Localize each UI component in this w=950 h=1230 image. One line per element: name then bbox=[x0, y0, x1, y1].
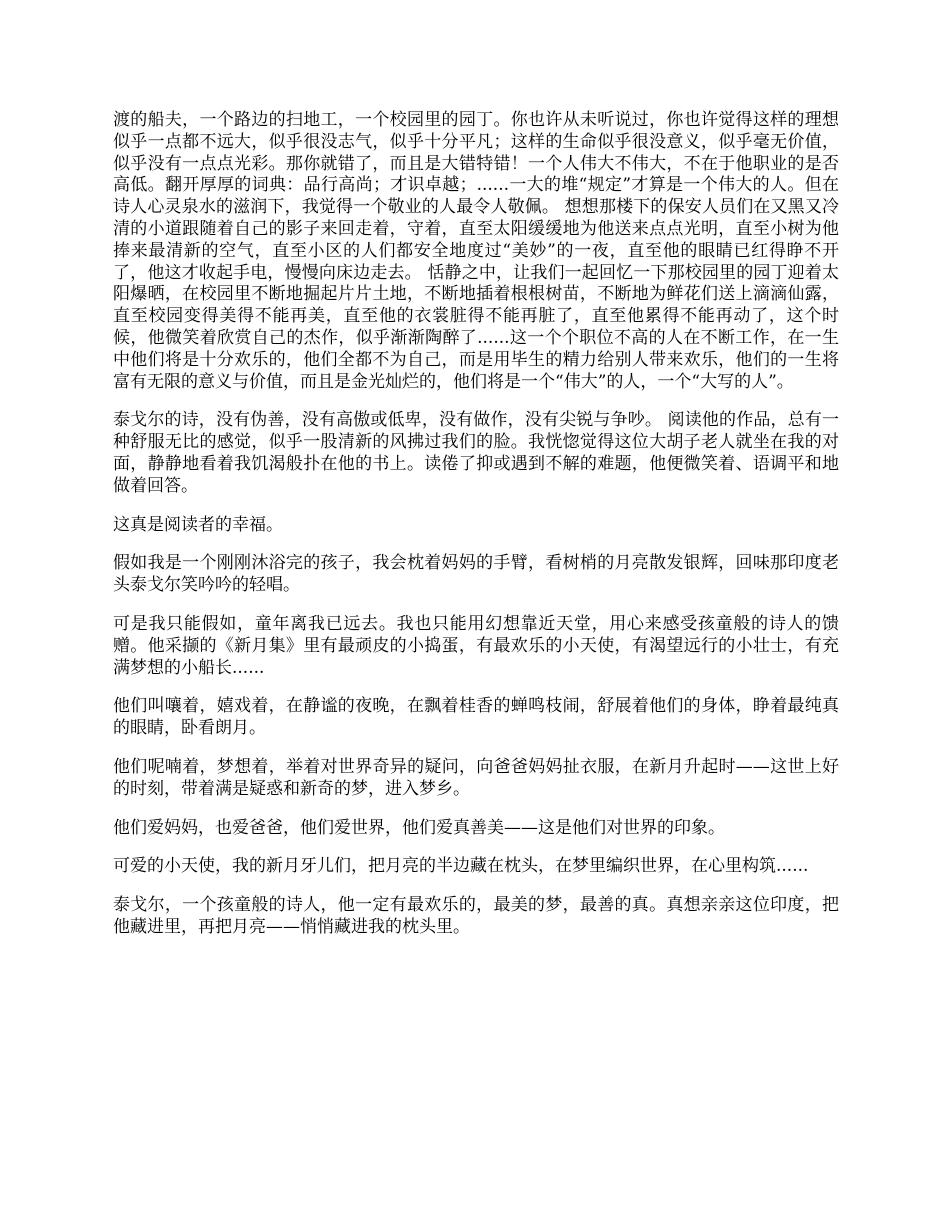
paragraph-10: 泰戈尔，一个孩童般的诗人，他一定有最欢乐的，最美的梦，最善的真。真想亲亲这位印度，把他藏进里，再把月亮——悄悄藏进我的枕头里。 bbox=[113, 895, 839, 937]
paragraph-5: 可是我只能假如，童年离我已远去。我也只能用幻想靠近天堂，用心来感受孩童般的诗人的馈赠。他采撷的《新月集》里有最顽皮的小捣蛋，有最欢乐的小天使，有渴望远行的小壮士，有充满梦想的小船长...... bbox=[113, 613, 839, 678]
paragraph-6: 他们叫嚷着，嬉戏着，在静谧的夜晚，在飘着桂香的蝉鸣枝闹，舒展着他们的身体，睁着最纯真的眼睛，卧看朗月。 bbox=[113, 696, 839, 739]
paragraph-4: 假如我是一个刚刚沐浴完的孩子，我会枕着妈妈的手臂，看树梢的月亮散发银辉，回味那印度老头泰戈尔笑吟吟的轻唱。 bbox=[113, 553, 839, 596]
paragraph-2: 泰戈尔的诗，没有伪善，没有高傲或低卑，没有做作，没有尖锐与争吵。 阅读他的作品，总有一种舒服无比的感觉，似乎一股清新的风拂过我们的脸。我恍惚觉得这位大胡子老人就坐在我的对面，静静地看着我饥渴般扑在他的书上。读倦了抑或遇到不解的难题，他便微笑着、语调平和地做着回答。 bbox=[113, 410, 839, 496]
document-body bbox=[113, 110, 839, 956]
paragraph-1: 渡的船夫，一个路边的扫地工，一个校园里的园丁。你也许从未听说过，你也许觉得这样的理想似乎一点都不远大，似乎很没志气，似乎十分平凡；这样的生命似乎很没意义，似乎毫无价值，似乎没有一点点光彩。那你就错了，而且是大错特错！一个人伟大不伟大，不在于他职业的是否高低。翻开厚厚的词典：品行高尚；才识卓越；......一大的堆“规定”才算是一个伟大的人。但在诗人心灵泉水的滋润下，我觉得一个敬业的人最令人敬佩。 想想那楼下的保安人员们在又黑又冷清的小道跟随着自己的影子来回走着，守着，直至太阳缓缓地为他送来点点光明，直至小树为他捧来最清新的空气，直至小区的人们都安全地度过“美妙”的一夜，直至他的眼睛已红得睁不开了，他这才收起手电，慢慢向床边走去。 恬静之中，让我们一起回忆一下那校园里的园丁迎着太阳爆晒，在校园里不断地掘起片片土地，不断地插着根根树苗，不断地为鲜花们送上滴滴仙露，直至校园变得美得不能再美，直至他的衣裳脏得不能再脏了，直至他累得不能再动了，这个时候，他微笑着欣赏自己的杰作，似乎渐渐陶醉了......这一个个职位不高的人在不断工作，在一生中他们将是十分欢乐的，他们全都不为自己，而是用毕生的精力给别人带来欢乐，他们的一生将富有无限的意义与价值，而且是金光灿烂的，他们将是一个“伟大”的人，一个“大写的人”。 bbox=[113, 110, 839, 392]
paragraph-3: 这真是阅读者的幸福。 bbox=[113, 514, 283, 535]
paragraph-8: 他们爱妈妈，也爱爸爸，他们爱世界，他们爱真善美——这是他们对世界的印象。 bbox=[113, 817, 725, 838]
paragraph-9: 可爱的小天使，我的新月牙儿们，把月亮的半边藏在枕头，在梦里编织世界，在心里构筑...... bbox=[113, 856, 809, 877]
paragraph-7: 他们呢喃着，梦想着，举着对世界奇异的疑问，向爸爸妈妈扯衣服，在新月升起时——这世上好的时刻，带着满是疑惑和新奇的梦，进入梦乡。 bbox=[113, 756, 839, 799]
